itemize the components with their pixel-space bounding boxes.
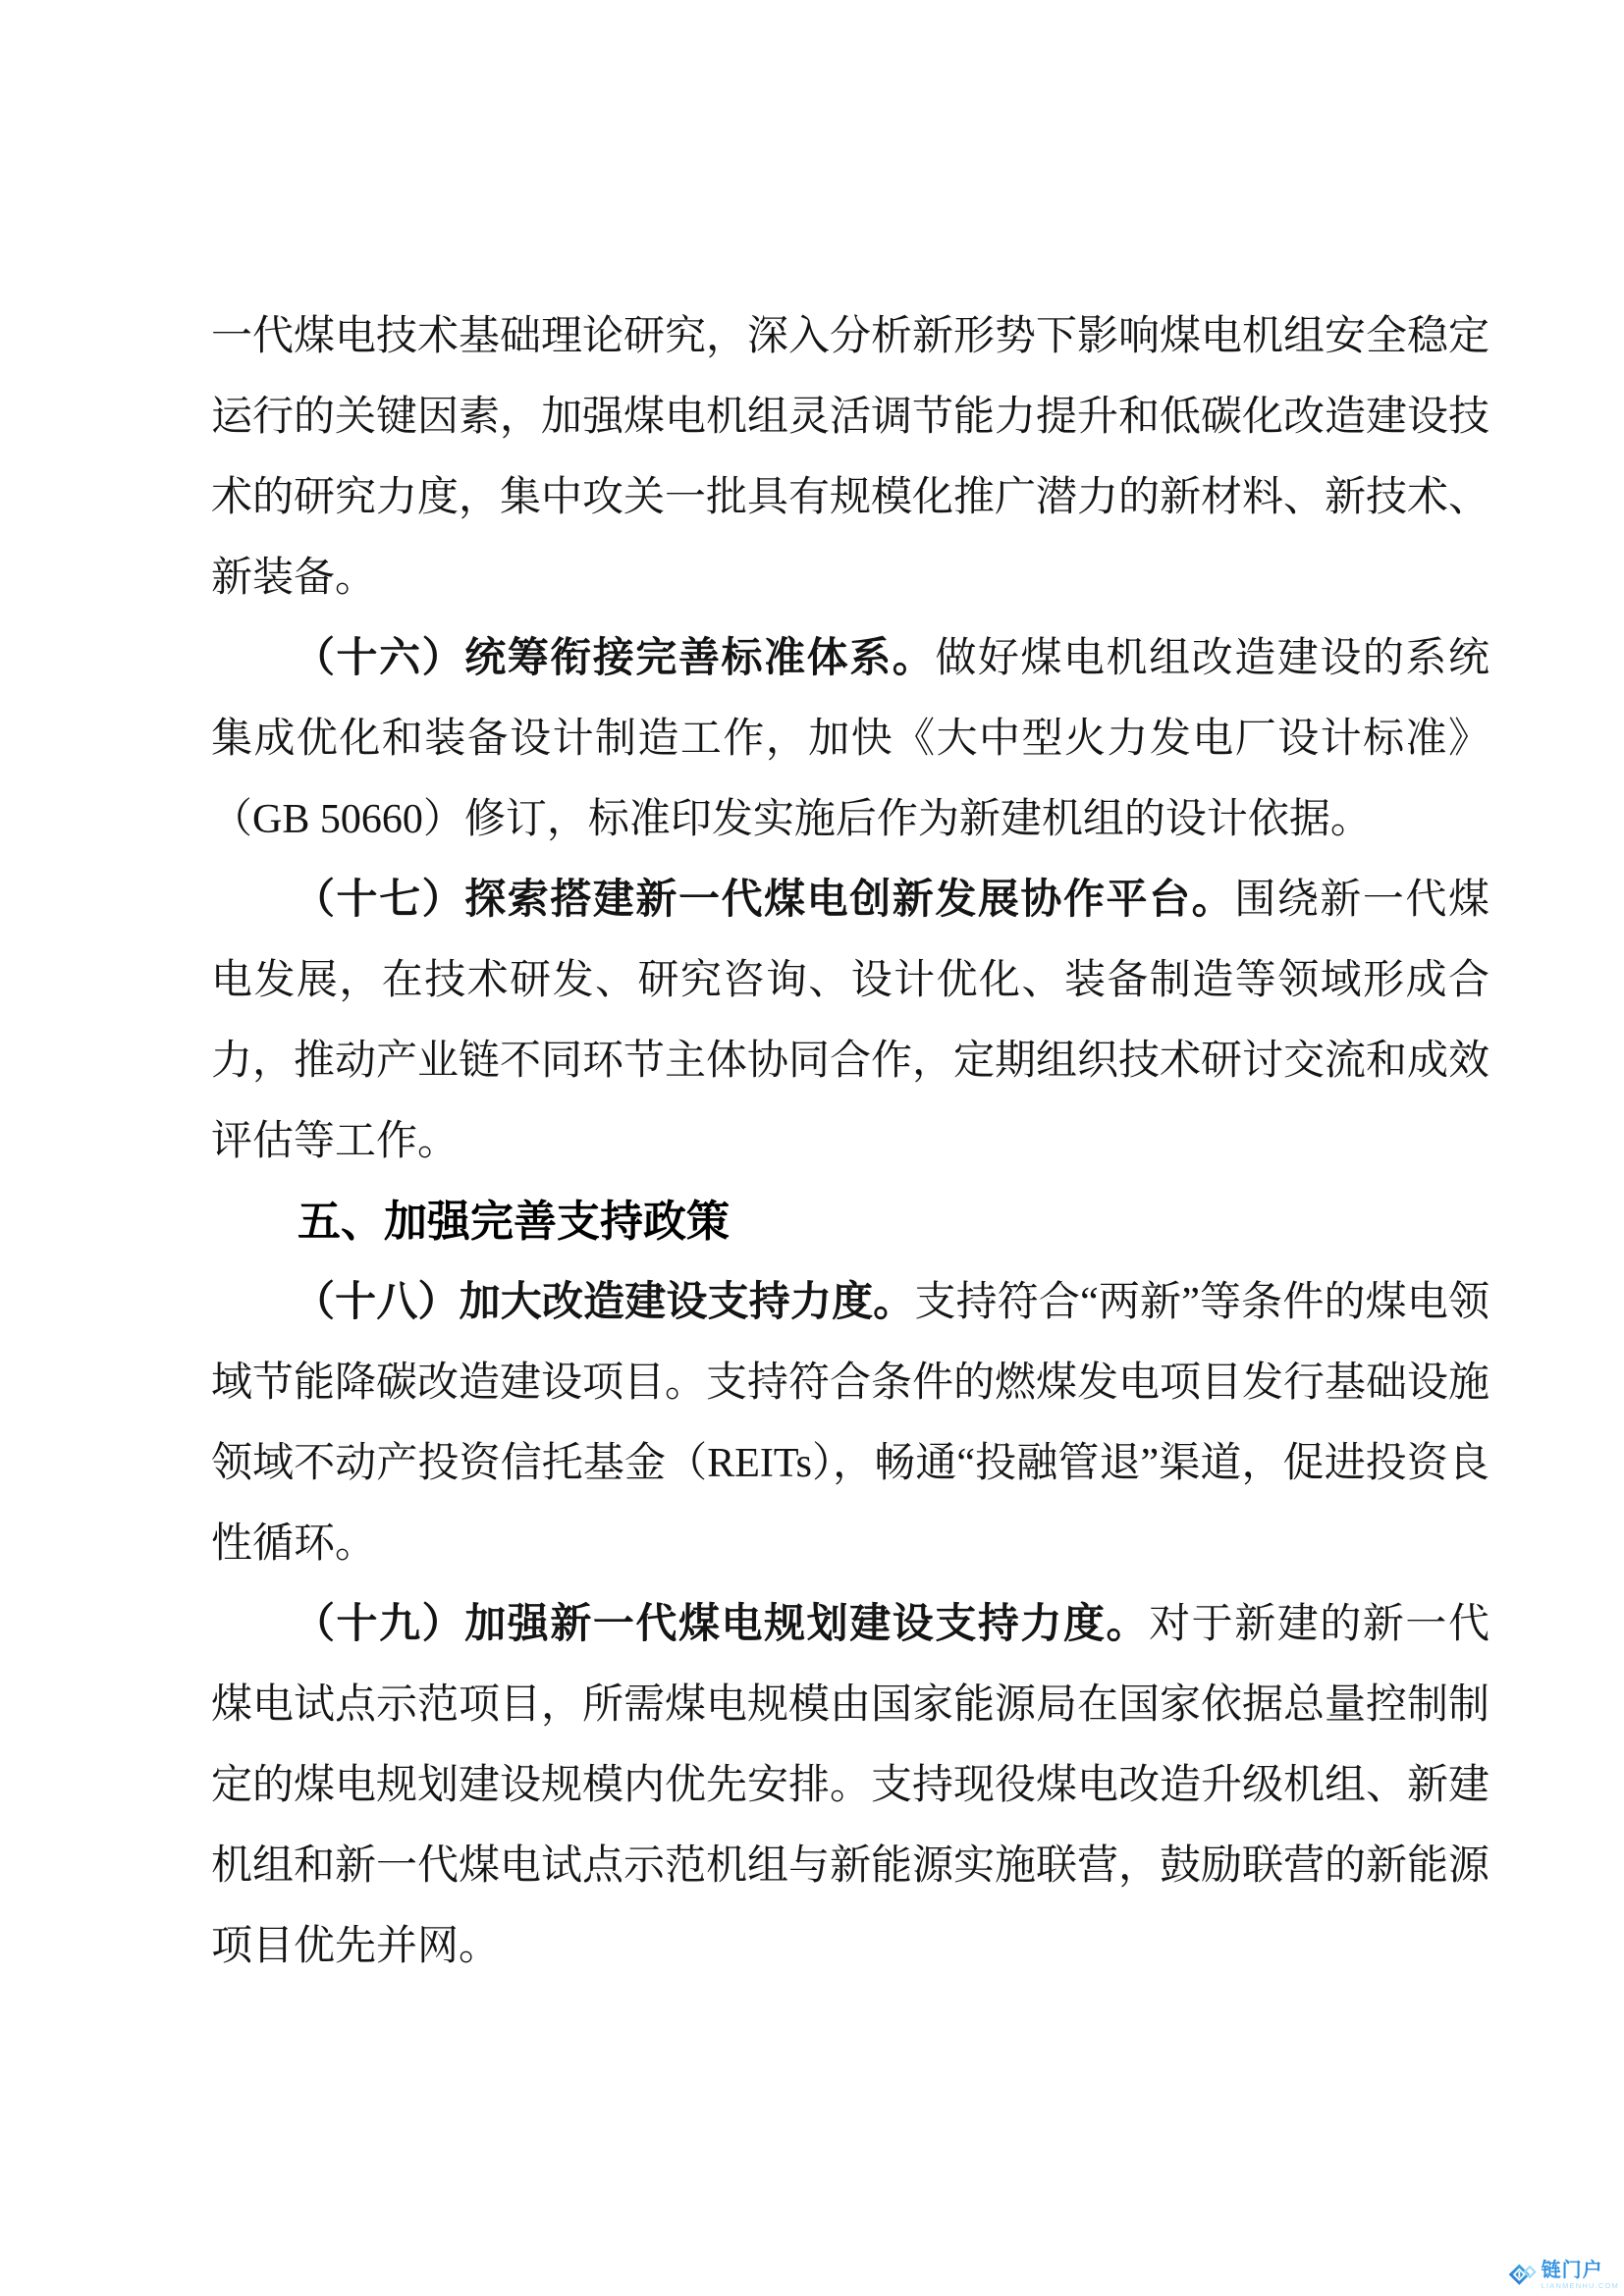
paragraph-text: 对于新建的新一代煤电试点示范项目，所需煤电规模由国家能源局在国家依据总量控制制定的煤电规划建设规模内优先安排。支持现役煤电改造升级机组、新建机组和新一代煤电试点示范机组与新能源实施联营，鼓励联营的新能源项目优先并网。 <box>211 1602 1490 1969</box>
section-heading <box>211 1182 1489 1262</box>
paragraph <box>211 1262 1489 1584</box>
paragraph-text: 一代煤电技术基础理论研究，深入分析新形势下影响煤电机组安全稳定运行的关键因素，加强煤电机组灵活调节能力提升和低碳化改造建设技术的研究力度，集中攻关一批具有规模化推广潜力的新材料、新技术、新装备。 <box>211 314 1490 601</box>
paragraph-text: 做好煤电机组改造建设的系统集成优化和装备设计制造工作，加快《大中型火力发电厂设计标准》（GB 50660）修订，标准印发实施后作为新建机组的设计依据。 <box>211 636 1489 842</box>
watermark-domain: LIANMENHU.COM <box>1541 2281 1619 2291</box>
paragraph-lead-bold: 五、加强完善支持政策 <box>298 1198 730 1246</box>
paragraph-lead-bold: （十八）加大改造建设支持力度。 <box>294 1280 915 1325</box>
paragraph-text: 支持符合“两新”等条件的煤电领域节能降碳改造建设项目。支持符合条件的燃煤发电项目发行基础设施领域不动产投资信托基金（REITs），畅通“投融管退”渠道，促进投资良性循环。 <box>211 1280 1490 1567</box>
paragraph <box>211 1584 1489 1987</box>
paragraph <box>211 860 1489 1182</box>
lianmenhu-logo-icon <box>1506 2260 1538 2291</box>
paragraph-lead-bold: （十六）统筹衔接完善标准体系。 <box>294 636 936 681</box>
paragraph <box>211 296 1489 618</box>
watermark-title: 链门户 <box>1541 2260 1603 2282</box>
watermark <box>1506 2260 1619 2291</box>
paragraph-lead-bold: （十九）加强新一代煤电规划建设支持力度。 <box>294 1602 1150 1647</box>
paragraph <box>211 618 1489 860</box>
paragraph-text: 围绕新一代煤电发展，在技术研发、研究咨询、设计优化、装备制造等领域形成合力，推动产业链不同环节主体协同合作，定期组织技术研讨交流和成效评估等工作。 <box>211 878 1490 1164</box>
paragraph-lead-bold: （十七）探索搭建新一代煤电创新发展协作平台。 <box>294 878 1235 923</box>
document-body <box>211 296 1489 1987</box>
